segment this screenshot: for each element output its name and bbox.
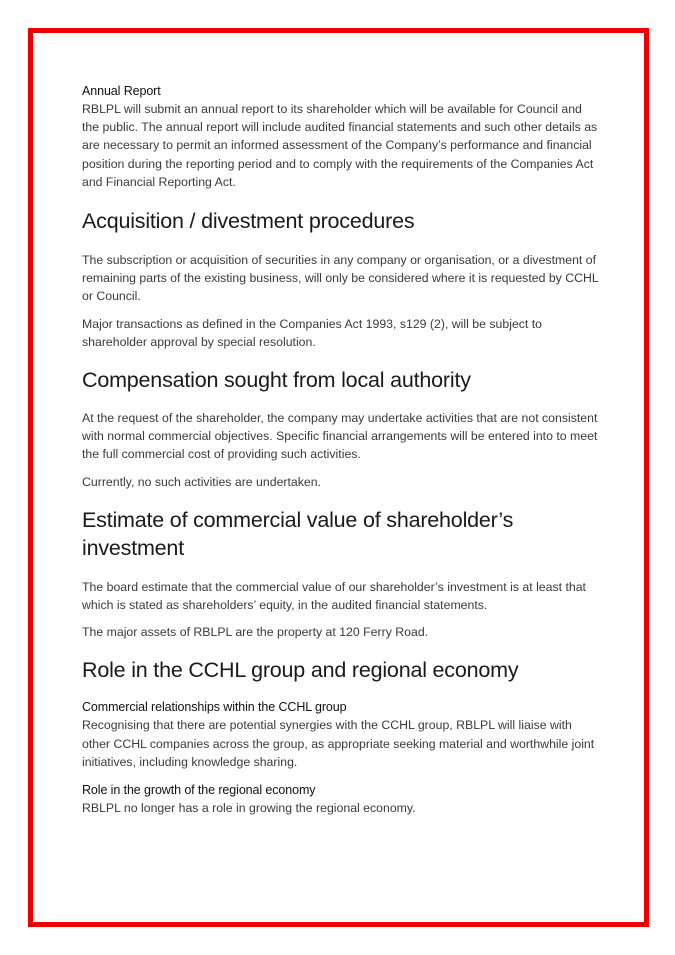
compensation-paragraph-2: Currently, no such activities are undertaken. <box>82 474 321 489</box>
acquisition-paragraph-2: Major transactions as defined in the Companies Act 1993, s129 (2), will be subject to shareholder approval by special resolution. <box>82 316 543 349</box>
compensation-section <box>82 366 602 491</box>
commercial-relationships-heading: Commercial relationships within the CCHL group <box>82 700 347 715</box>
compensation-paragraph-1: At the request of the shareholder, the company may undertake activities that are not consistent with normal commercial objectives. Specific financial arrangements will be entered into to meet the full commercial cost of providing such activities. <box>82 411 598 462</box>
document-content <box>82 82 602 817</box>
acquisition-paragraph-1: The subscription or acquisition of securities in any company or organisation, or a divestment of remaining parts of the existing business, will only be considered where it is requested by CCHL or Council. <box>82 253 599 304</box>
acquisition-heading: Acquisition / divestment procedures <box>82 209 415 234</box>
regional-economy-heading: Role in the growth of the regional economy <box>82 783 316 798</box>
role-section <box>82 656 602 817</box>
acquisition-section <box>82 207 602 351</box>
annual-report-section <box>82 82 602 191</box>
estimate-paragraph-1: The board estimate that the commercial value of our shareholder’s investment is at least that which is stated as shareholders’ equity, in the audited financial statements. <box>82 579 586 613</box>
role-heading: Role in the CCHL group and regional economy <box>82 658 519 683</box>
estimate-section <box>82 506 602 642</box>
estimate-paragraph-2: The major assets of RBLPL are the property at 120 Ferry Road. <box>82 625 429 640</box>
annual-report-heading: Annual Report <box>82 84 161 98</box>
regional-economy-body: RBLPL no longer has a role in growing the regional economy. <box>82 801 416 816</box>
annual-report-body: RBLPL will submit an annual report to its shareholder which will be available for Council and the public. The annual report will include audited financial statements and such other details as are necessary to permit an informed assessment of the Company’s performance and financial position during the reporting period and to comply with the requirements of the Companies Act and Financial Reporting Act. <box>82 102 598 189</box>
compensation-heading: Compensation sought from local authority <box>82 368 471 393</box>
estimate-heading: Estimate of commercial value of shareholder’s investment <box>82 507 514 560</box>
commercial-relationships-body: Recognising that there are potential synergies with the CCHL group, RBLPL will liaise with other CCHL companies across the group, as appropriate seeking material and worthwhile joint initiatives, including knowledge sharing. <box>82 718 595 769</box>
